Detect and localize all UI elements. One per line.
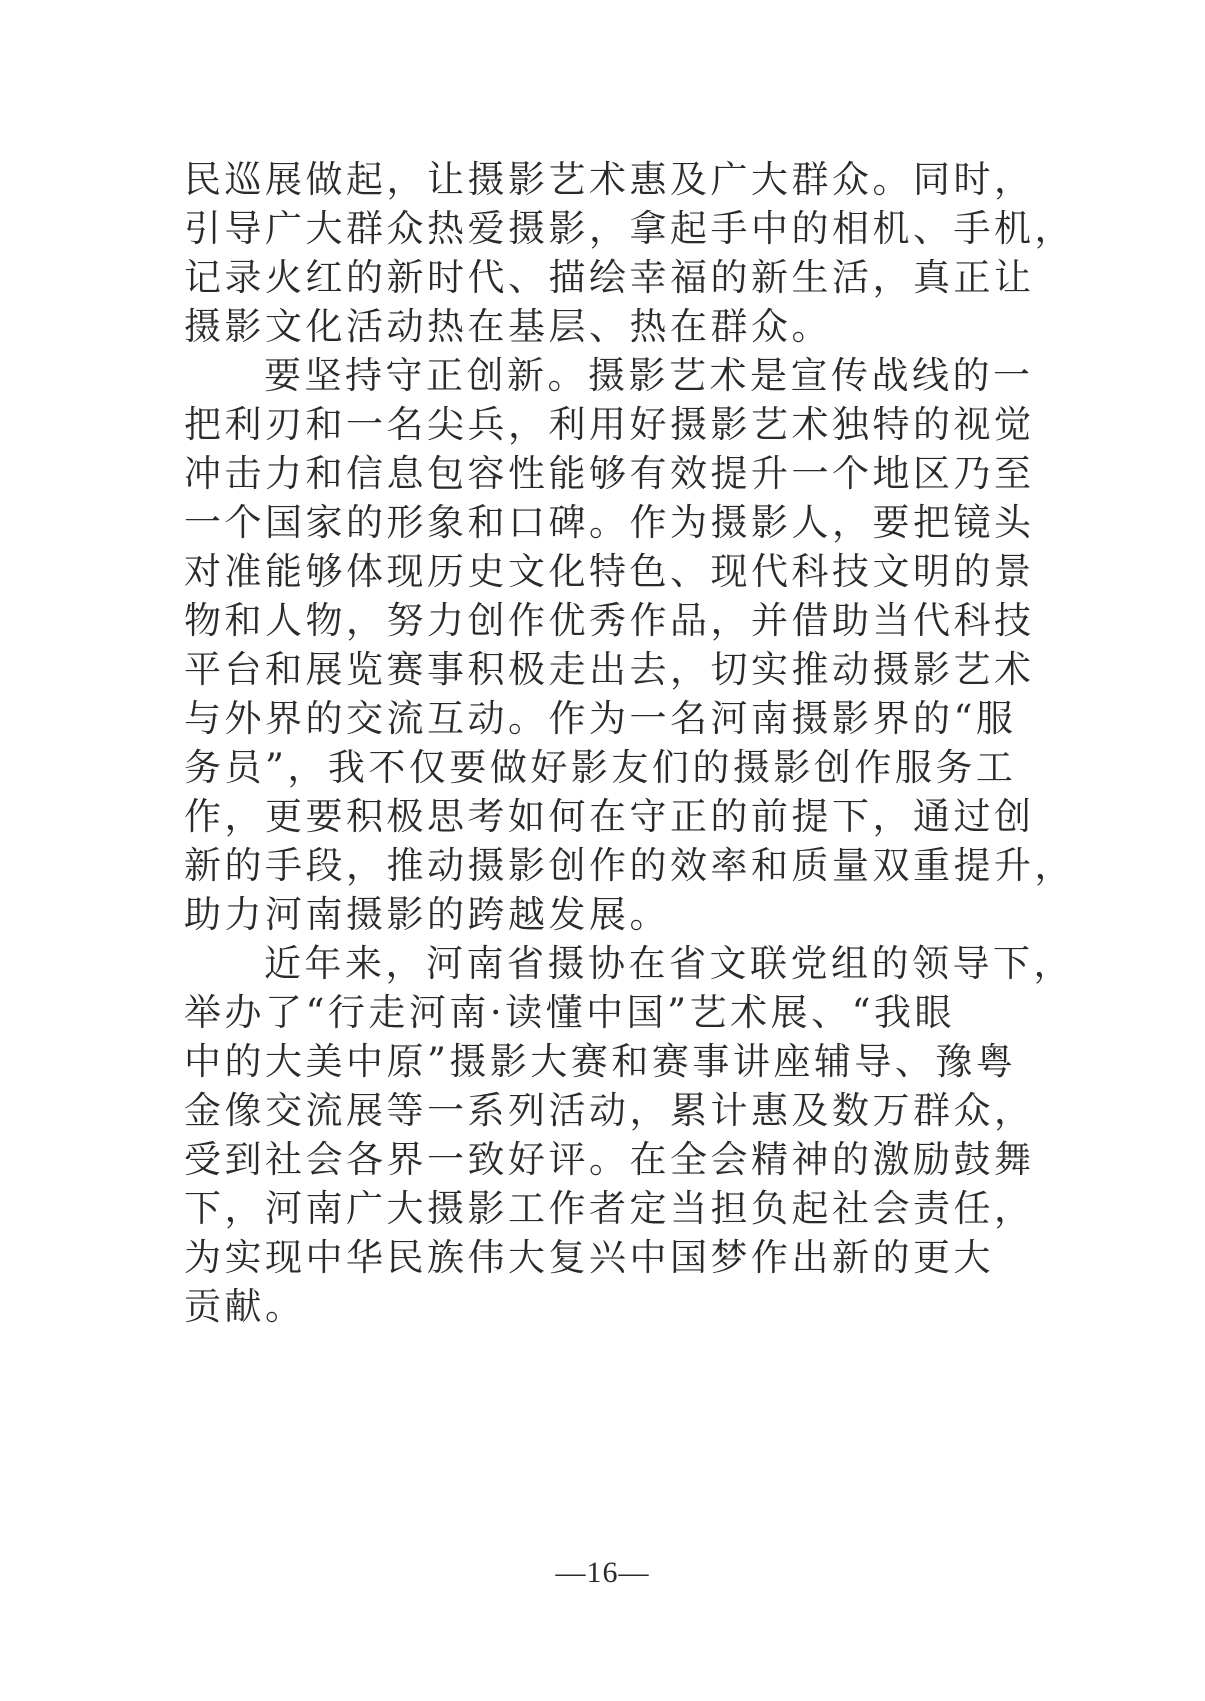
text-line: 贡献。 — [184, 1285, 306, 1328]
text-line: 举办了“行走河南·读懂中国”艺术展、“我眼 — [184, 991, 956, 1034]
text-line: 与外界的交流互动。作为一名河南摄影界的“服 — [184, 697, 1017, 740]
text-line: 平台和展览赛事积极走出去，切实推动摄影艺术 — [184, 648, 1035, 691]
body-text — [184, 155, 1075, 1331]
text-line: 近年来，河南省摄协在省文联党组的领导下， — [264, 942, 1074, 985]
text-line: 一个国家的形象和口碑。作为摄影人，要把镜头 — [184, 501, 1035, 544]
text-line: 新的手段，推动摄影创作的效率和质量双重提升， — [184, 844, 1075, 887]
page-number: —16— — [555, 1556, 650, 1589]
text-line: 对准能够体现历史文化特色、现代科技文明的景 — [184, 550, 1035, 593]
text-line: 民巡展做起，让摄影艺术惠及广大群众。同时， — [184, 158, 1035, 201]
paragraph — [184, 351, 1075, 939]
text-line: 冲击力和信息包容性能够有效提升一个地区乃至 — [184, 452, 1035, 495]
text-line: 记录火红的新时代、描绘幸福的新生活，真正让 — [184, 256, 1035, 299]
text-line: 引导广大群众热爱摄影，拿起手中的相机、手机， — [184, 207, 1075, 250]
text-line: 为实现中华民族伟大复兴中国梦作出新的更大 — [184, 1236, 994, 1279]
text-line: 物和人物，努力创作优秀作品，并借助当代科技 — [184, 599, 1035, 642]
paragraph — [184, 939, 1074, 1331]
text-line: 助力河南摄影的跨越发展。 — [184, 893, 670, 936]
text-line: 摄影文化活动热在基层、热在群众。 — [184, 305, 832, 348]
text-line: 下，河南广大摄影工作者定当担负起社会责任， — [184, 1187, 1035, 1230]
text-line: 中的大美中原”摄影大赛和赛事讲座辅导、豫粤 — [184, 1040, 1017, 1083]
text-line: 金像交流展等一系列活动，累计惠及数万群众， — [184, 1089, 1035, 1132]
text-line: 务员”，我不仅要做好影友们的摄影创作服务工 — [184, 746, 1017, 789]
text-line: 要坚持守正创新。摄影艺术是宣传战线的一 — [264, 354, 1034, 397]
text-line: 把利刃和一名尖兵，利用好摄影艺术独特的视觉 — [184, 403, 1035, 446]
text-line: 受到社会各界一致好评。在全会精神的激励鼓舞 — [184, 1138, 1035, 1181]
paragraph — [184, 155, 1075, 351]
text-line: 作，更要积极思考如何在守正的前提下，通过创 — [184, 795, 1035, 838]
